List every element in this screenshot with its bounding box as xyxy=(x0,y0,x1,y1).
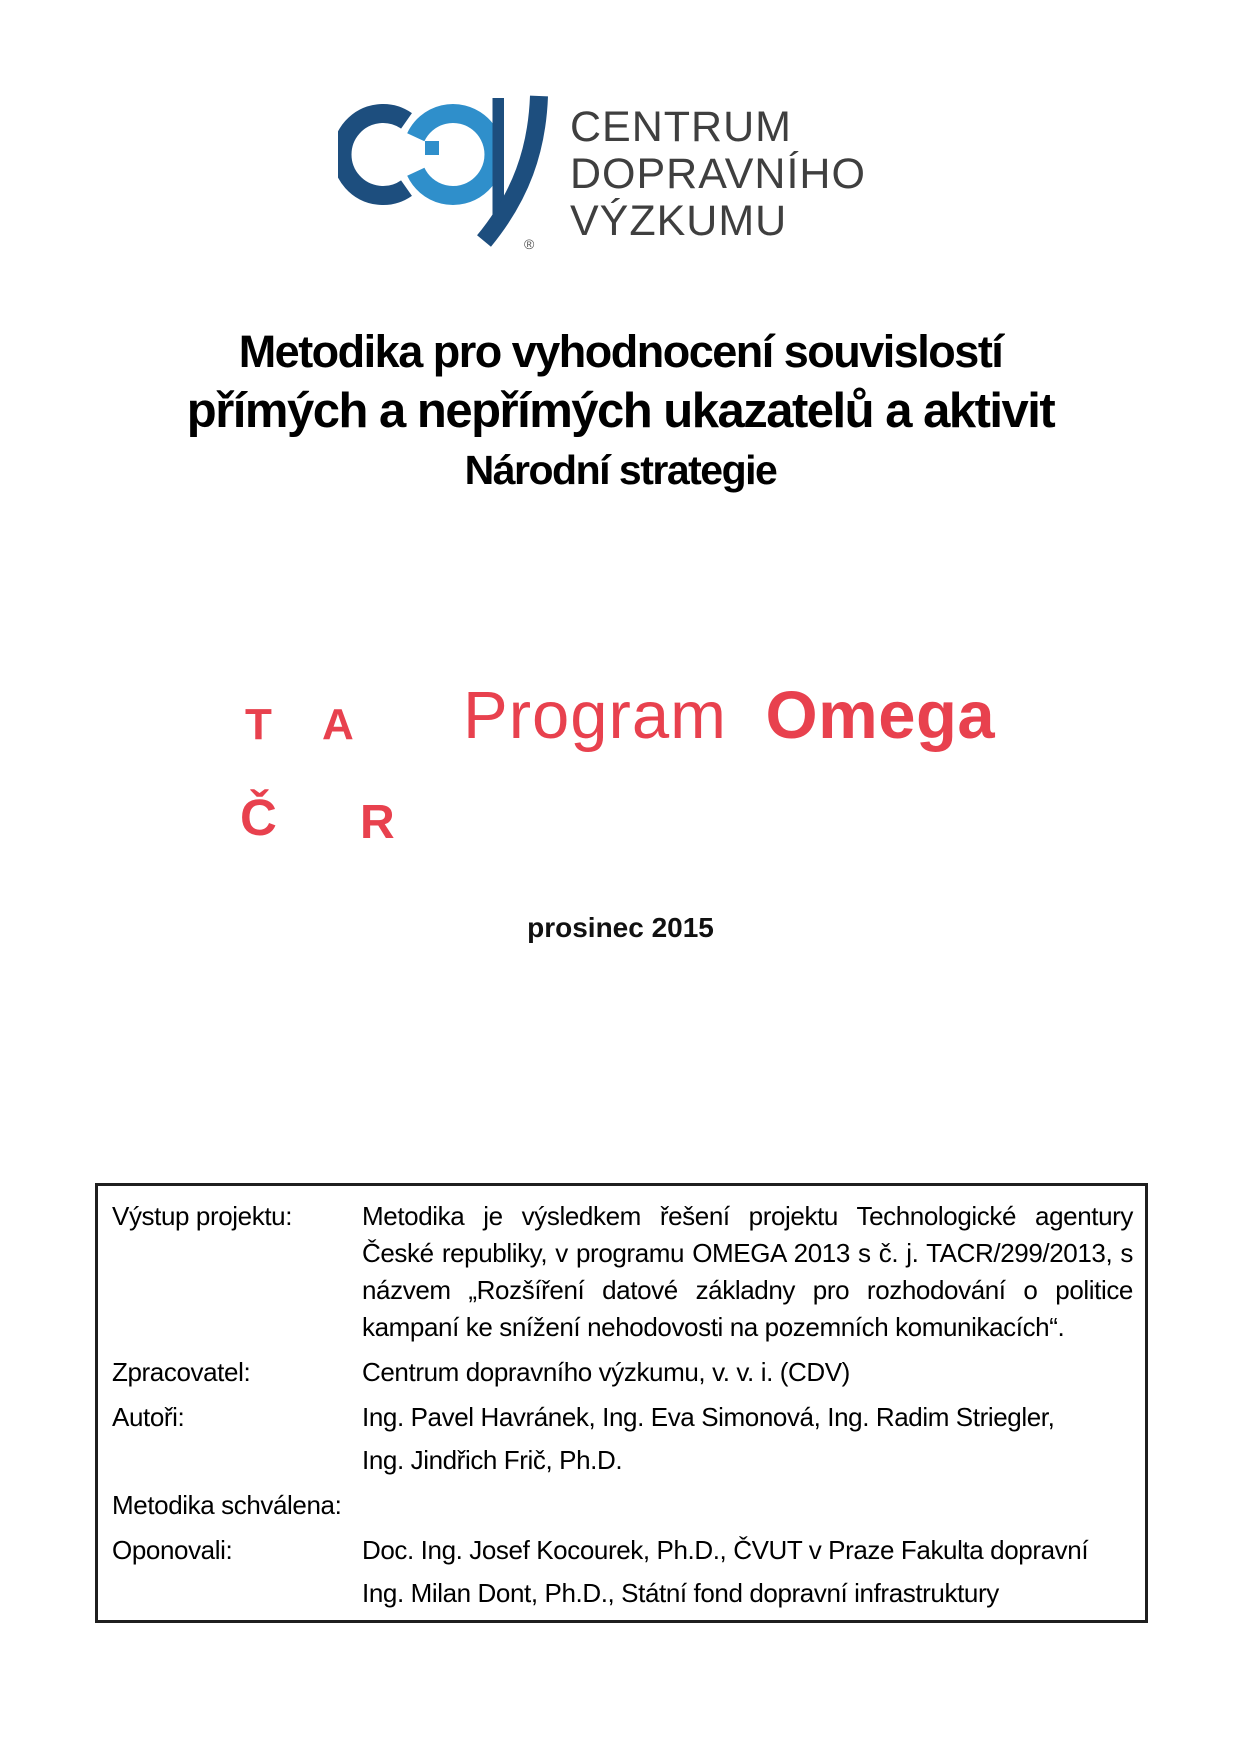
org-line-3: VÝZKUMU xyxy=(570,197,788,245)
tacr-letter-c: Č xyxy=(240,789,277,846)
org-line-1: CENTRUM xyxy=(570,103,792,151)
row-label: Zpracovatel: xyxy=(112,1357,251,1387)
row-label: Metodika schválena: xyxy=(112,1490,342,1520)
program-word: Program xyxy=(463,678,727,753)
tacr-letter-t: T xyxy=(245,700,272,749)
value-line-1: Ing. Pavel Havránek, Ing. Eva Simonová, Ing. Radim Striegler, xyxy=(362,1402,1055,1432)
cdv-letter-c xyxy=(342,114,406,196)
publication-date: prosinec 2015 xyxy=(527,912,714,943)
cdv-logo xyxy=(338,92,866,252)
row-value xyxy=(362,1399,1133,1479)
row-value xyxy=(362,1532,1133,1612)
row-value xyxy=(362,1487,1133,1524)
omega-word: Omega xyxy=(765,678,996,753)
table-row xyxy=(112,1487,1133,1524)
project-info-table xyxy=(95,1183,1148,1623)
tacr-letter-r: R xyxy=(360,796,395,849)
value-line-2: Ing. Milan Dont, Ph.D., Státní fond dopravní infrastruktury xyxy=(362,1578,999,1608)
row-value: Centrum dopravního výzkumu, v. v. i. (CDV) xyxy=(362,1357,850,1387)
title-line-3: Národní strategie xyxy=(464,447,777,493)
table-row xyxy=(112,1198,1133,1346)
title-line-2: přímých a nepřímých ukazatelů a aktivit xyxy=(186,384,1055,438)
document-title xyxy=(0,322,1241,499)
table-row xyxy=(112,1354,1133,1391)
org-line-2: DOPRAVNÍHO xyxy=(570,150,866,198)
table-row xyxy=(112,1399,1133,1479)
row-label: Oponovali: xyxy=(112,1535,233,1565)
value-line-1: Doc. Ing. Josef Kocourek, Ph.D., ČVUT v Praze Fakulta dopravní xyxy=(362,1535,1089,1565)
table-row xyxy=(112,1532,1133,1612)
tacr-letter-a: A xyxy=(322,700,354,749)
value-line-2: Ing. Jindřich Frič, Ph.D. xyxy=(362,1445,623,1475)
registered-mark: ® xyxy=(524,236,535,252)
cdv-d-square xyxy=(425,141,439,155)
row-label: Autoři: xyxy=(112,1402,185,1432)
cdv-org-name xyxy=(570,104,866,252)
cdv-logo-icon xyxy=(338,92,556,252)
row-value: Metodika je výsledkem řešení projektu Technologické agentury České republiky, v programu OMEGA 2013 s č. j. TACR/299/2013, s názvem „Rozšíření datové základny pro rozhodování o politice kampaní ke snížení nehodovosti na pozemních komunikacích“. xyxy=(362,1201,1133,1342)
title-line-1: Metodika pro vyhodnocení souvislostí xyxy=(238,326,1003,377)
row-label: Výstup projektu: xyxy=(112,1201,293,1231)
program-omega-logo xyxy=(463,666,995,766)
